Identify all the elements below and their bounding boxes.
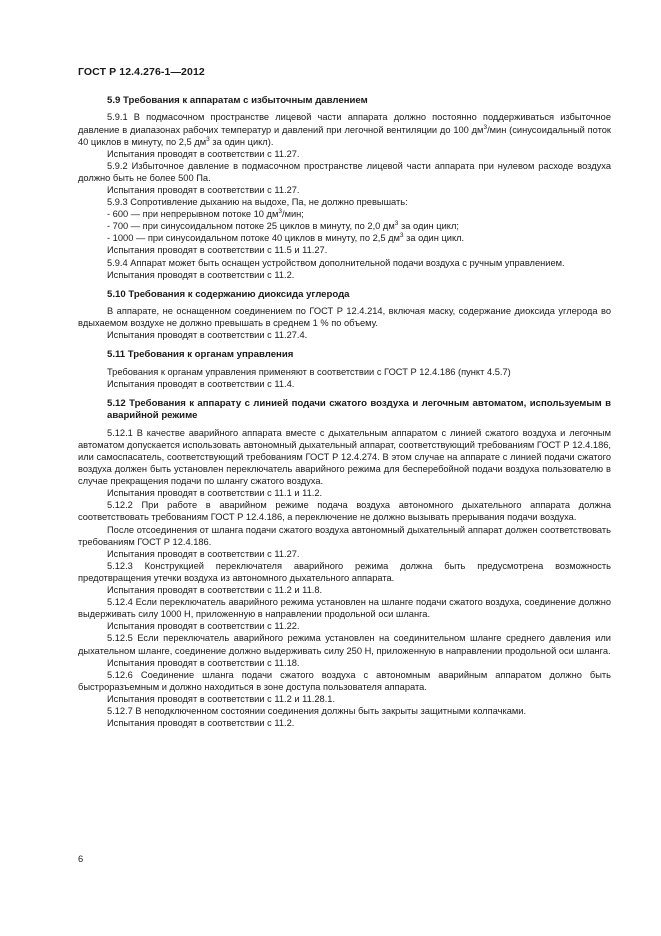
document-body [78,95,611,729]
paragraph-5-12-2: 5.12.2 При работе в аварийном режиме подача воздуха автономного дыхательного аппарата должна соответствовать требованиям ГОСТ Р 12.4.186, а переключение не должно вызывать прерывания подачи воздуха. [78,500,611,523]
test-reference: Испытания проводят в соответствии с 11.4. [107,378,295,389]
paragraph-5-9-1: 5.9.1 В подмасочном пространстве лицевой части аппарата должно постоянно поддерживаться избыточное давление в диапазонах рабочих температур и давлений при легочной вентиляции до 100 $дм^3$/мин (синусоидальный поток 40 циклов в минуту, по 2,5 $дм^3$ за один цикл). [78,112,611,147]
list-item: - 700 — при синусоидальном потоке 25 циклов в минуту, по 2,0 $дм^3$ за один цикл; [107,220,459,232]
paragraph-5-10: В аппарате, не оснащенном соединением по ГОСТ Р 12.4.214, включая маску, содержание диоксида углерода во вдыхаемом воздухе не должно превышать в среднем 1 % по объему. [78,306,611,329]
paragraph-5-11: Требования к органам управления применяют в соответствии с ГОСТ Р 12.4.186 (пункт 4.5.7) [107,366,511,377]
paragraph-5-12-7: 5.12.7 В неподключенном состоянии соединения должны быть закрыты защитными колпачками. [107,705,527,716]
test-reference: Испытания проводят в соответствии с 11.27. [107,184,300,195]
test-reference: Испытания проводят в соответствии с 11.27. [107,148,300,159]
paragraph-5-12-1: 5.12.1 В качестве аварийного аппарата вместе с дыхательным аппаратом с линией сжатого воздуха и легочным автоматом допускается использовать автономный дыхательный аппарат, соответствующий требованиям ГОСТ Р 12.4.186, или самоспасатель, соответствующий требованиям ГОСТ Р 12.4.274. В этом случае на аппарате с линией подачи сжатого воздуха должен быть установлен переключатель аварийного режима для бесперебойной подачи воздуха пользователю в случае прекращения подачи по шлангу сжатого воздуха. [78,427,611,487]
section-heading-5-12: 5.12 Требования к аппарату с линией подачи сжатого воздуха и легочным автоматом, используемым в аварийной режиме [107,398,611,422]
test-reference: Испытания проводят в соответствии с 11.2 и 11.28.1. [107,693,336,704]
list-item: - 1000 — при синусоидальном потоке 40 циклов в минуту, по 2,5 $дм^3$ за один цикл. [107,232,465,244]
paragraph-5-9-3: 5.9.3 Сопротивление дыханию на выдохе, Па, не должно превышать: [107,197,408,208]
paragraph-5-12-3: 5.12.3 Конструкцией переключателя аварийного режима должна быть предусмотрена возможность предотвращения утечки воздуха из автономного дыхательного аппарата. [78,560,611,583]
test-reference: Испытания проводят в соответствии с 11.5 и 11.27. [107,245,328,256]
test-reference: Испытания проводят в соответствии с 11.22. [107,621,300,632]
paragraph-5-12-2-b: После отсоединения от шланга подачи сжатого воздуха автономный дыхательный аппарат должен соответствовать требованиям ГОСТ Р 12.4.186. [78,524,611,547]
list-item: - 600 — при непрерывном потоке 10 $дм^3$/мин; [107,208,304,220]
test-reference: Испытания проводят в соответствии с 11.27.4. [107,330,308,341]
paragraph-5-12-5: 5.12.5 Если переключатель аварийного режима установлен на соединительном шланге среднего давления или дыхательном шланге, соединение должно выдерживать силу 250 Н, приложенную в направлении продольной оси шланга. [78,633,611,656]
page-number: 6 [78,854,84,864]
paragraph-5-12-4: 5.12.4 Если переключатель аварийного режима установлен на шланге подачи сжатого воздуха, соединение должно выдерживать силу 1000 Н, приложенную в направлении продольной оси шланга. [78,597,611,620]
test-reference: Испытания проводят в соответствии с 11.1 и 11.2. [107,488,323,499]
paragraph-5-9-2: 5.9.2 Избыточное давление в подмасочном пространстве лицевой части аппарата при нулевом расходе воздуха должно быть не более 500 Па. [78,160,611,183]
test-reference: Испытания проводят в соответствии с 11.2 и 11.8. [107,585,323,596]
section-heading-5-9: 5.9 Требования к аппаратам с избыточным давлением [107,95,368,106]
section-heading-5-11: 5.11 Требования к органам управления [107,349,294,361]
document-header: ГОСТ Р 12.4.276-1—2012 [78,66,205,78]
test-reference: Испытания проводят в соответствии с 11.2. [107,718,295,729]
test-reference: Испытания проводят в соответствии с 11.18. [107,657,300,668]
paragraph-5-12-6: 5.12.6 Соединение шланга подачи сжатого воздуха с автономным аварийным аппаратом должно быть быстроразъемным и должно находиться в зоне доступа пользователя аппарата. [78,669,611,692]
section-heading-5-10: 5.10 Требования к содержанию диоксида углерода [107,288,350,300]
test-reference: Испытания проводят в соответствии с 11.27. [107,548,300,559]
test-reference: Испытания проводят в соответствии с 11.2. [107,269,295,280]
paragraph-5-9-4: 5.9.4 Аппарат может быть оснащен устройством дополнительной подачи воздуха с ручным управлением. [107,257,565,268]
